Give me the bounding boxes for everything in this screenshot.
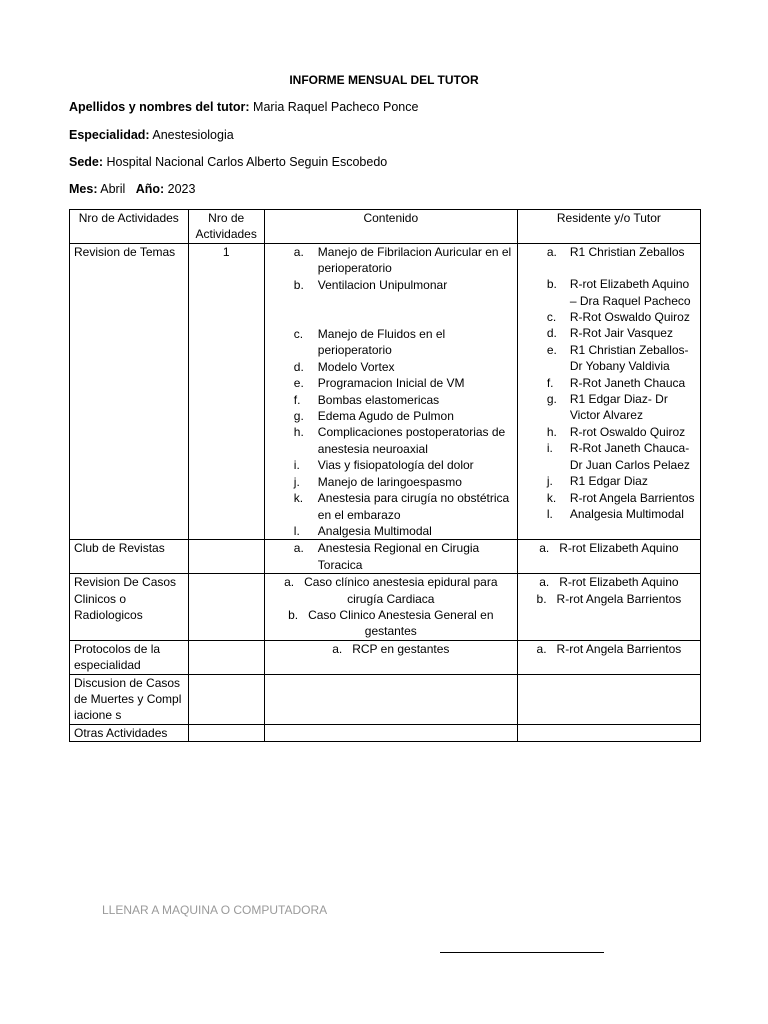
list-item: [269, 424, 513, 457]
item-text: Manejo de laringoespasmo: [317, 474, 462, 489]
residents-cell: [517, 243, 700, 540]
item-text: Analgesia Multimodal: [569, 506, 684, 521]
list-item: [522, 342, 696, 375]
list-marker: j.: [546, 474, 553, 489]
item-text: Manejo de Fluidos en el perioperatorio: [317, 327, 446, 358]
activity-cell: Revision de Temas: [70, 243, 189, 540]
list-marker: a.: [332, 641, 343, 656]
item-text: R-rot Angela Barrientos: [569, 490, 695, 505]
list-item: [269, 457, 513, 473]
activity-cell: Protocolos de la especialidad: [70, 640, 189, 674]
list-item: [269, 326, 513, 359]
list-marker: c.: [293, 327, 304, 342]
list-marker: c.: [546, 310, 557, 325]
list-item: [269, 641, 513, 657]
list-marker: a.: [539, 575, 550, 590]
list-item: [522, 276, 696, 309]
list-item: [522, 641, 696, 657]
item-text: R-rot Elizabeth Aquino: [559, 541, 679, 556]
list-item: [522, 591, 696, 607]
item-text: R-rot Elizabeth Aquino – Dra Raquel Pacheco: [569, 277, 691, 308]
item-text: Edema Agudo de Pulmon: [317, 409, 454, 424]
list-item: [522, 473, 696, 489]
table-header-row: [70, 210, 701, 244]
list-marker: i.: [546, 441, 553, 456]
item-text: R-Rot Janeth Chauca- Dr Juan Carlos Pelaez: [569, 441, 690, 472]
content-cell: [264, 243, 517, 540]
header-residents: Residente y/o Tutor: [517, 210, 700, 244]
list-marker: b.: [288, 607, 299, 622]
list-item: [269, 523, 513, 539]
content-cell: [264, 540, 517, 574]
tutor-label: Apellidos y nombres del tutor:: [69, 100, 250, 114]
item-text: Ventilacion Unipulmonar: [317, 277, 448, 292]
list-item: [522, 391, 696, 424]
signature-line: [440, 952, 604, 953]
tutor-line: [69, 99, 418, 115]
list-item: [522, 574, 696, 590]
month-label: Mes:: [69, 182, 98, 196]
table-row: [70, 540, 701, 574]
header-count: Nro de Actividades: [188, 210, 264, 244]
activities-table: [69, 209, 701, 742]
item-text: Anestesia para cirugía no obstétrica en el embarazo: [317, 491, 510, 522]
list-marker: b.: [536, 591, 547, 606]
residents-cell: [517, 574, 700, 641]
list-item: [269, 574, 513, 607]
count-cell: 1: [188, 243, 264, 540]
list-marker: d.: [293, 359, 304, 374]
item-text: Programacion Inicial de VM: [317, 376, 465, 391]
item-text: Complicaciones postoperatorias de anestesia neuroaxial: [317, 425, 506, 456]
specialty-label: Especialidad:: [69, 128, 150, 142]
list-marker: e.: [546, 342, 557, 357]
item-text: Vias y fisiopatología del dolor: [317, 458, 474, 473]
item-text: R-Rot Jair Vasquez: [569, 326, 673, 341]
list-item: [269, 277, 513, 293]
header-content: Contenido: [264, 210, 517, 244]
table-row: [70, 724, 701, 741]
site-label: Sede:: [69, 155, 104, 169]
list-marker: j.: [293, 474, 300, 489]
month-value: Abril: [97, 182, 126, 196]
item-text: R-Rot Oswaldo Quiroz: [569, 310, 690, 325]
footer-note: LLENAR A MAQUINA O COMPUTADORA: [102, 903, 328, 917]
activity-cell: Discusion de Casos de Muertes y Compliacione s: [70, 674, 189, 724]
list-marker: h.: [293, 425, 304, 440]
list-item: [522, 424, 696, 440]
list-item: [522, 540, 696, 556]
list-item: [522, 325, 696, 341]
list-marker: a.: [284, 575, 295, 590]
header-activity: Nro de Actividades: [70, 210, 189, 244]
list-marker: b.: [293, 277, 304, 292]
table-row: [70, 640, 701, 674]
list-item: [522, 375, 696, 391]
list-marker: h.: [546, 424, 557, 439]
item-text: R-rot Angela Barrientos: [556, 591, 682, 606]
content-cell: [264, 640, 517, 674]
count-cell: [188, 724, 264, 741]
item-text: RCP en gestantes: [352, 641, 450, 656]
table-row: [70, 574, 701, 641]
item-text: Anestesia Regional en Cirugia Toracica: [317, 541, 480, 572]
list-marker: k.: [546, 490, 557, 505]
list-item: [522, 506, 696, 522]
list-marker: l.: [293, 523, 300, 538]
list-marker: a.: [536, 641, 547, 656]
count-cell: [188, 640, 264, 674]
list-item: [269, 474, 513, 490]
site-line: [69, 154, 387, 170]
table-row: [70, 243, 701, 540]
residents-cell: [517, 674, 700, 724]
activity-cell: Otras Actividades: [70, 724, 189, 741]
list-marker: a.: [293, 244, 304, 259]
item-text: R1 Christian Zeballos: [569, 244, 685, 259]
list-marker: l.: [546, 506, 553, 521]
item-text: R-Rot Janeth Chauca: [569, 375, 686, 390]
list-marker: g.: [546, 392, 557, 407]
list-item: [269, 540, 513, 573]
list-marker: a.: [539, 541, 550, 556]
list-item: [269, 392, 513, 408]
list-marker: a.: [546, 244, 557, 259]
list-item: [522, 309, 696, 325]
list-marker: f.: [546, 375, 554, 390]
list-marker: d.: [546, 326, 557, 341]
item-text: Modelo Vortex: [317, 359, 395, 374]
table-row: [70, 674, 701, 724]
list-marker: g.: [293, 409, 304, 424]
activity-cell: Revision De Casos Clinicos o Radiologicos: [70, 574, 189, 641]
specialty-line: [69, 127, 234, 143]
item-text: Caso clínico anestesia epidural para cirugía Cardiaca: [304, 575, 498, 606]
item-text: Manejo de Fibrilacion Auricular en el perioperatorio: [317, 244, 512, 276]
item-text: R1 Edgar Diaz: [569, 474, 648, 489]
site-value: Hospital Nacional Carlos Alberto Seguin Escobedo: [103, 155, 388, 169]
content-cell: [264, 574, 517, 641]
year-value: 2023: [164, 182, 196, 196]
list-item: [269, 244, 513, 277]
list-item: [522, 490, 696, 506]
specialty-value: Anestesiologia: [149, 128, 234, 142]
list-marker: f.: [293, 392, 301, 407]
tutor-value: Maria Raquel Pacheco Ponce: [249, 100, 419, 114]
content-cell: [264, 724, 517, 741]
list-item: [269, 359, 513, 375]
list-item: [269, 490, 513, 523]
item-text: R1 Christian Zeballos- Dr Yobany Valdivia: [569, 342, 689, 374]
count-cell: [188, 674, 264, 724]
content-cell: [264, 674, 517, 724]
item-text: R-rot Angela Barrientos: [556, 641, 682, 656]
residents-cell: [517, 640, 700, 674]
list-marker: a.: [293, 541, 304, 556]
item-text: Caso Clinico Anestesia General en gestantes: [308, 607, 494, 639]
item-text: Bombas elastomericas: [317, 392, 440, 407]
item-text: R-rot Oswaldo Quiroz: [569, 424, 686, 439]
date-line: [69, 181, 195, 197]
year-label: Año:: [135, 182, 165, 196]
list-item: [269, 375, 513, 391]
list-item: [269, 408, 513, 424]
list-marker: i.: [293, 458, 300, 473]
residents-cell: [517, 724, 700, 741]
list-item: [522, 244, 696, 260]
count-cell: [188, 540, 264, 574]
list-marker: k.: [293, 491, 304, 506]
item-text: R1 Edgar Diaz- Dr Victor Alvarez: [569, 392, 668, 423]
residents-cell: [517, 540, 700, 574]
list-marker: b.: [546, 277, 557, 292]
activity-cell: Club de Revistas: [70, 540, 189, 574]
list-marker: e.: [293, 376, 304, 391]
item-text: R-rot Elizabeth Aquino: [559, 575, 679, 590]
document-title: INFORME MENSUAL DEL TUTOR: [289, 73, 479, 87]
list-item: [522, 440, 696, 473]
list-item: [269, 607, 513, 640]
item-text: Analgesia Multimodal: [317, 523, 432, 538]
count-cell: [188, 574, 264, 641]
